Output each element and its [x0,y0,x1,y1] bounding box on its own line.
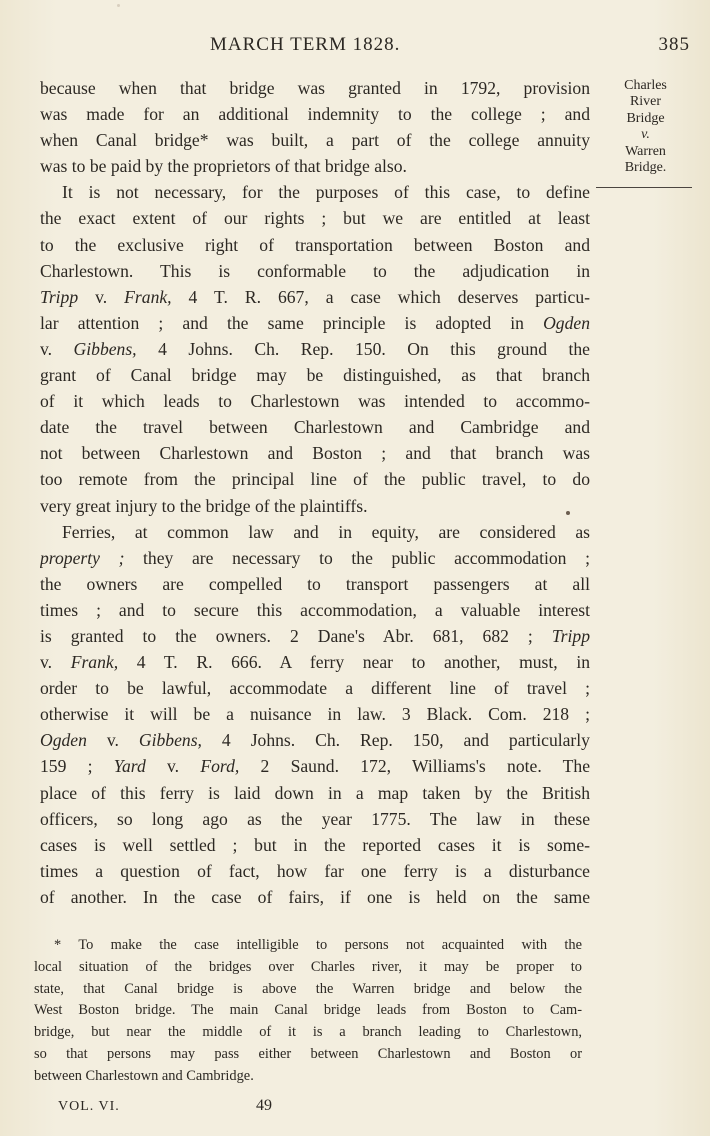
text-line [40,284,590,310]
italic-citation: Frank, [124,286,172,307]
text-segment: 2 Saund. 172, Williams's note. The [239,756,590,777]
margin-note-line: Bridge [626,110,665,126]
text-line [40,649,590,675]
text-line: It is not necessary, for the purposes of this case, to define [62,182,590,203]
main-text [40,75,590,910]
text-line: order to be lawful, accommodate a different line of travel ; [40,678,590,699]
text-line: too remote from the principal line of the public travel, to do [40,469,590,490]
text-segment: v. [40,338,74,359]
italic-citation: Ford, [200,756,240,777]
text-segment: 4 Johns. Ch. Rep. 150, and particularly [201,730,590,751]
margin-note-line: Charles [624,78,667,93]
text-line: because when that bridge was granted in 1792, provision [40,78,590,98]
footnote [34,935,582,1088]
text-segment: v. [78,286,125,307]
text-line: to the exclusive right of transportation between Boston and [40,234,590,255]
italic-citation: property ; [40,547,125,568]
text-line: very great injury to the bridge of the plaintiffs. [40,495,368,516]
running-head [0,34,710,60]
text-segment: v. [40,652,71,673]
paper-speck [117,4,120,7]
text-line: date the travel between Charlestown and Cambridge and [40,417,590,438]
margin-note-versus: v. [641,127,650,143]
text-line [40,623,590,649]
text-line: when Canal bridge* was built, a part of the college annuity [40,130,590,151]
text-segment: they are necessary to the public accommodation ; [124,547,590,568]
text-line: was made for an additional indemnity to the college ; and [40,104,590,125]
margin-note-case-title [598,78,693,176]
text-segment: v. [86,730,139,751]
margin-note-line: Warren [625,143,666,159]
italic-citation: Ogden [543,312,590,333]
running-title: MARCH TERM 1828. [210,34,401,55]
text-line: of another. In the case of fairs, if one is held on the same [40,886,590,907]
margin-note-line: River [629,94,662,110]
volume-label: VOL. VI. [58,1099,120,1114]
footnote-line: * To make the case intelligible to persons not acquainted with the [54,937,582,953]
footnote-line: local situation of the bridges over Charles river, it may be proper to [34,958,582,975]
italic-citation: Yard [113,756,146,777]
signature-line [0,1097,710,1119]
page-number: 385 [658,34,690,55]
text-line: the owners are compelled to transport passengers at all [40,573,590,594]
margin-note-line: Bridge. [624,160,667,176]
text-line [40,519,590,545]
text-line: times ; and to secure this accommodation, a valuable interest [40,599,590,620]
text-segment: is granted to the owners. 2 Dane's Abr. 681, 682 ; [40,625,552,646]
footnote-line: between Charlestown and Cambridge. [34,1067,254,1084]
sheet-number: 49 [256,1097,272,1114]
text-line [40,336,590,362]
text-line: was to be paid by the proprietors of that bridge also. [40,156,407,177]
footnote-line: state, that Canal bridge is above the Warren bridge and below the [34,980,582,997]
italic-citation: Tripp [551,625,590,646]
text-segment: Ferries, at common law and in equity, are considered as [62,521,590,542]
text-segment: v. [145,756,201,777]
text-line: place of this ferry is laid down in a map taken by the British [40,782,590,803]
text-line: otherwise it will be a nuisance in law. 3 Black. Com. 218 ; [40,704,590,725]
margin-rule [596,187,692,188]
text-line: of it which leads to Charlestown was intended to accommo- [40,391,590,412]
italic-citation: Gibbens, [73,338,137,359]
italic-citation: Frank, [70,652,119,673]
text-segment: 159 ; [40,756,114,777]
text-line: cases is well settled ; but in the reported cases it is some- [40,834,590,855]
italic-citation: Gibbens, [138,730,202,751]
text-line: not between Charlestown and Boston ; and that branch was [40,443,590,464]
text-line [40,753,590,779]
text-line: grant of Canal bridge may be distinguished, as that branch [40,365,590,386]
italic-citation: Tripp [40,286,79,307]
text-line [40,727,590,753]
text-segment: 4 T. R. 667, a case which deserves particu- [171,286,590,307]
text-line [40,545,590,571]
text-segment: 4 Johns. Ch. Rep. 150. On this ground the [136,338,590,359]
text-segment: lar attention ; and the same principle is adopted in [40,312,544,333]
text-segment: 4 T. R. 666. A ferry near to another, must, in [118,652,590,673]
italic-citation: Ogden [40,730,87,751]
ink-mark [566,511,570,515]
text-line: times a question of fact, how far one ferry is a disturbance [40,860,590,881]
text-line: the exact extent of our rights ; but we are entitled at least [40,208,590,229]
text-line: Charlestown. This is conformable to the adjudication in [40,260,590,281]
footnote-line: so that persons may pass either between Charlestown and Boston or [34,1045,582,1062]
text-line [40,310,590,336]
footnote-line: bridge, but near the middle of it is a branch leading to Charlestown, [34,1024,582,1041]
text-line: officers, so long ago as the year 1775. The law in these [40,808,590,829]
footnote-line: West Boston bridge. The main Canal bridge leads from Boston to Cam- [34,1002,582,1019]
